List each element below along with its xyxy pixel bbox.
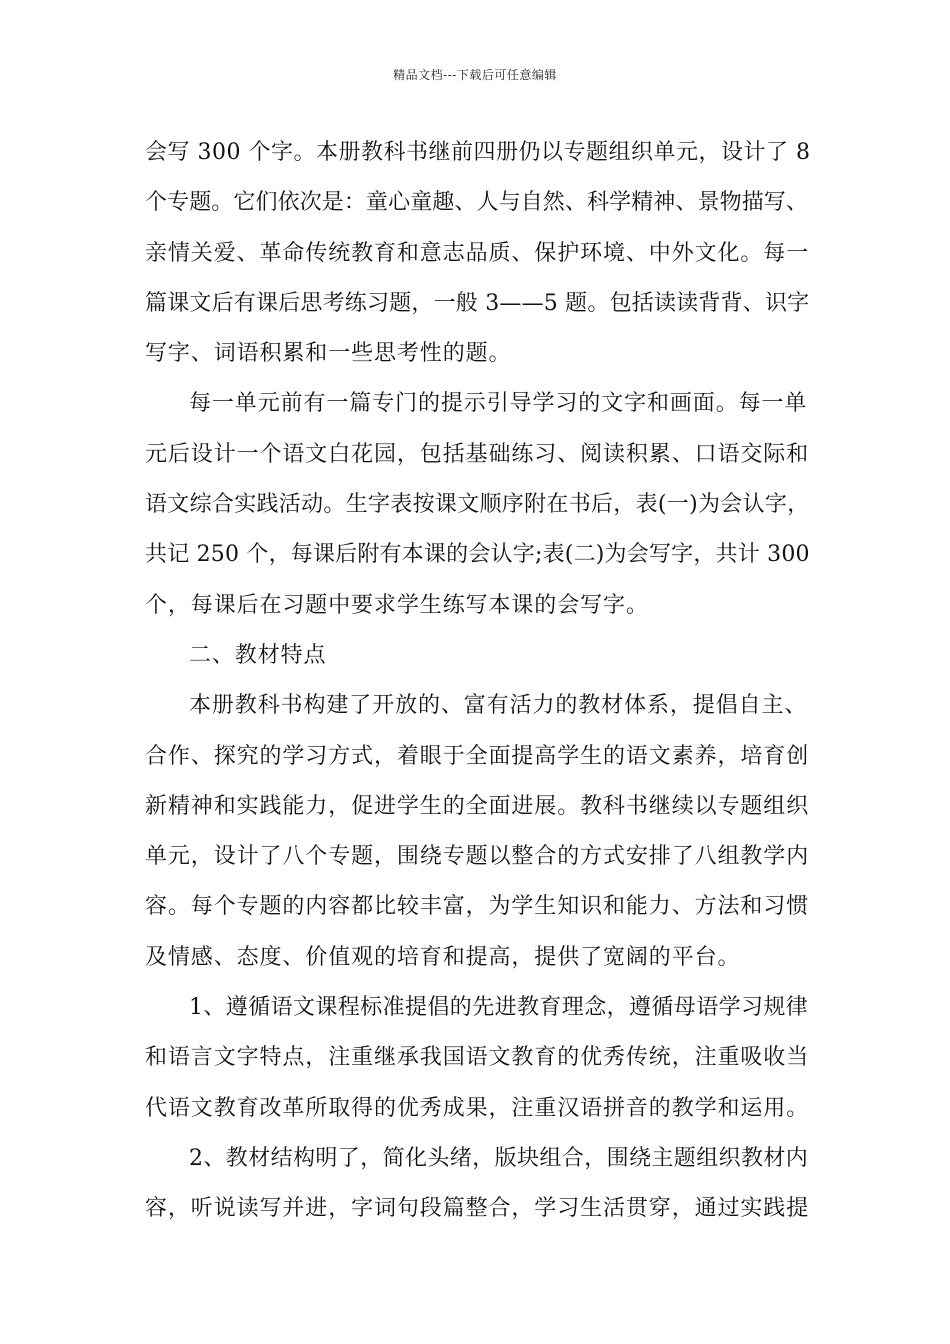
text-line: 语文综合实践活动。生字表按课文顺序附在书后，表(一)为会认字，: [145, 492, 810, 518]
text-line: 个，每课后在习题中要求学生练写本课的会写字。: [145, 592, 649, 618]
text-line: 新精神和实践能力，促进学生的全面进展。教科书继续以专题组织: [145, 793, 810, 819]
text-line: 容，听说读写并进，字词句段篇整合，学习生活贯穿，通过实践提: [145, 1196, 810, 1222]
text-line: 1、遵循语文课程标准提倡的先进教育理念，遵循母语学习规律: [189, 995, 809, 1021]
text-line: 代语文教育改革所取得的优秀成果，注重汉语拼音的教学和运用。: [145, 1095, 810, 1121]
text-line: 写字、词语积累和一些思考性的题。: [145, 341, 512, 367]
document-body: [145, 128, 810, 1235]
text-line: 共记 250 个，每课后附有本课的会认字;表(二)为会写字，共计 300: [145, 542, 810, 568]
text-line: 和语言文字特点，注重继承我国语文教育的优秀传统，注重吸收当: [145, 1045, 810, 1071]
text-line: 元后设计一个语文白花园，包括基础练习、阅读积累、口语交际和: [145, 441, 810, 467]
text-line: 合作、探究的学习方式，着眼于全面提高学生的语文素养，培育创: [145, 743, 810, 769]
text-line: 单元，设计了八个专题，围绕专题以整合的方式安排了八组教学内: [145, 844, 810, 870]
text-line: 每一单元前有一篇专门的提示引导学习的文字和画面。每一单: [189, 391, 808, 417]
text-line: 容。每个专题的内容都比较丰富，为学生知识和能力、方法和习惯: [145, 894, 810, 920]
text-line: 本册教科书构建了开放的、富有活力的教材体系，提倡自主、: [189, 693, 808, 719]
text-line: 二、教材特点: [189, 642, 327, 668]
text-line: 2、教材结构明了，简化头绪，版块组合，围绕主题组织教材内: [189, 1145, 809, 1171]
text-line: 会写 300 个字。本册教科书继前四册仍以专题组织单元，设计了 8: [145, 140, 811, 165]
text-line: 个专题。它们依次是：童心童趣、人与自然、科学精神、景物描写、: [145, 190, 809, 216]
page-header: 精品文档---下载后可任意编辑: [393, 68, 557, 82]
text-line: 篇课文后有课后思考练习题，一般 3——5 题。包括读读背背、识字: [145, 290, 810, 316]
text-line: 及情感、态度、价值观的培育和提高，提供了宽阔的平台。: [145, 944, 741, 970]
text-line: 亲情关爱、革命传统教育和意志品质、保护环境、中外文化。每一: [145, 240, 810, 266]
